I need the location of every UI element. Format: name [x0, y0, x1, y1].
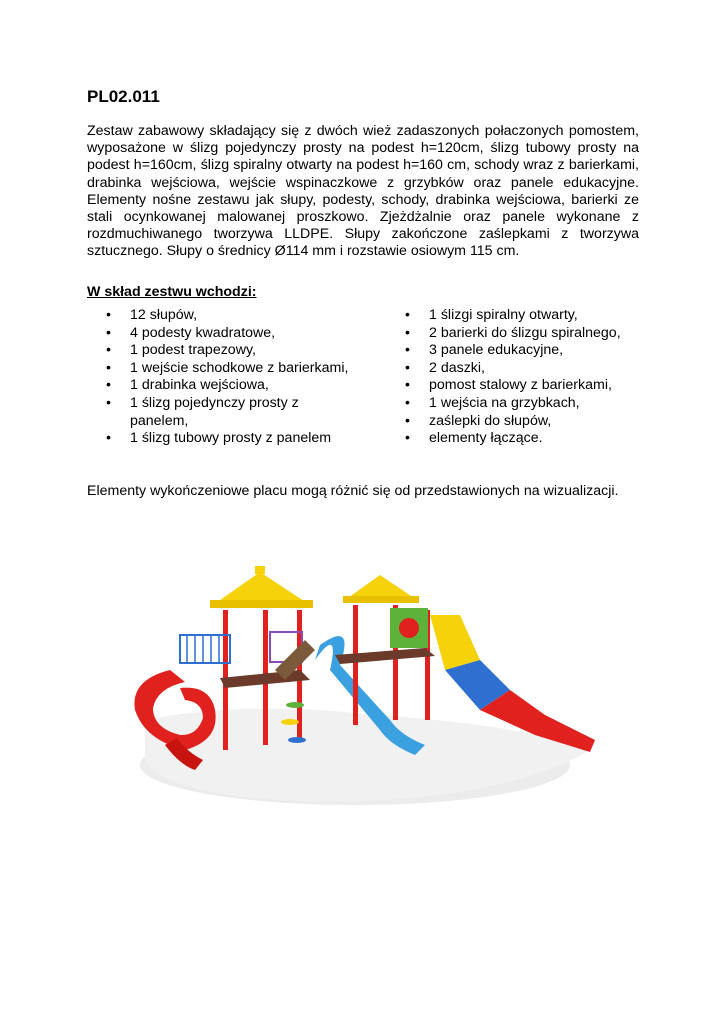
- mushroom-step: [288, 737, 306, 743]
- list-item: • 1 drabinka wejściowa,: [106, 377, 356, 395]
- mushroom-step: [281, 719, 299, 725]
- list-item: • 3 panele edukacyjne,: [405, 342, 665, 360]
- playground-illustration: [125, 560, 605, 820]
- page-title: PL02.011: [87, 87, 160, 106]
- footer-note: Elementy wykończeniowe placu mogą różnić się od przedstawionych na wizualizacji.: [87, 483, 619, 499]
- list-item: • 2 barierki do ślizgu spiralnego,: [405, 325, 665, 343]
- list-item: • 1 ślizg tubowy prosty z panelem: [106, 430, 356, 448]
- post: [353, 605, 358, 725]
- components-list-left: [106, 307, 356, 448]
- list-item: • 1 ślizg pojedynczy prosty z panelem,: [106, 395, 356, 430]
- components-heading: W skład zestwu wchodzi:: [87, 284, 257, 300]
- education-panel: [399, 618, 419, 638]
- tube-slide: [430, 615, 480, 670]
- list-item: • 1 ślizgi spiralny otwarty,: [405, 307, 665, 325]
- deck: [335, 648, 435, 664]
- list-item: • 2 daszki,: [405, 360, 665, 378]
- list-item: • 4 podesty kwadratowe,: [106, 325, 356, 343]
- roof: [343, 596, 419, 603]
- roof-finial: [255, 566, 265, 574]
- roof: [210, 600, 313, 608]
- product-description: Zestaw zabawowy składający się z dwóch wież zadaszonych połaczonych pomostem, wyposażone w ślizg pojedynczy prosty na podest h=120cm, ślizg tubowy prosty na podest h=160cm, ślizg spiralny otwarty na podest h=160 cm, schody wraz z barierkami, drabinka wejściowa, wejście wspinaczkowe z grzybków oraz panele edukacyjne. Elementy nośne zestawu jak słupy, podesty, schody, drabinka wejściowa, barierki ze stali ocynkowanej malowanej proszkowo. Zjeżdżalnie oraz panele wykonane z rozdmuchiwanego tworzywa LLDPE. Słupy zakończone zaślepkami z tworzywa sztucznego. Słupy o średnicy Ø114 mm i rozstawie osiowym 115 cm.: [87, 123, 639, 260]
- list-item: • elementy łączące.: [405, 430, 665, 448]
- list-item: • 1 podest trapezowy,: [106, 342, 356, 360]
- list-item: • zaślepki do słupów,: [405, 413, 665, 431]
- list-item: • 1 wejście schodkowe z barierkami,: [106, 360, 356, 378]
- list-item: • pomost stalowy z barierkami,: [405, 377, 665, 395]
- list-item: • 1 wejścia na grzybkach,: [405, 395, 665, 413]
- components-list-right: [405, 307, 665, 448]
- mushroom-step: [286, 702, 304, 708]
- list-item: • 12 słupów,: [106, 307, 356, 325]
